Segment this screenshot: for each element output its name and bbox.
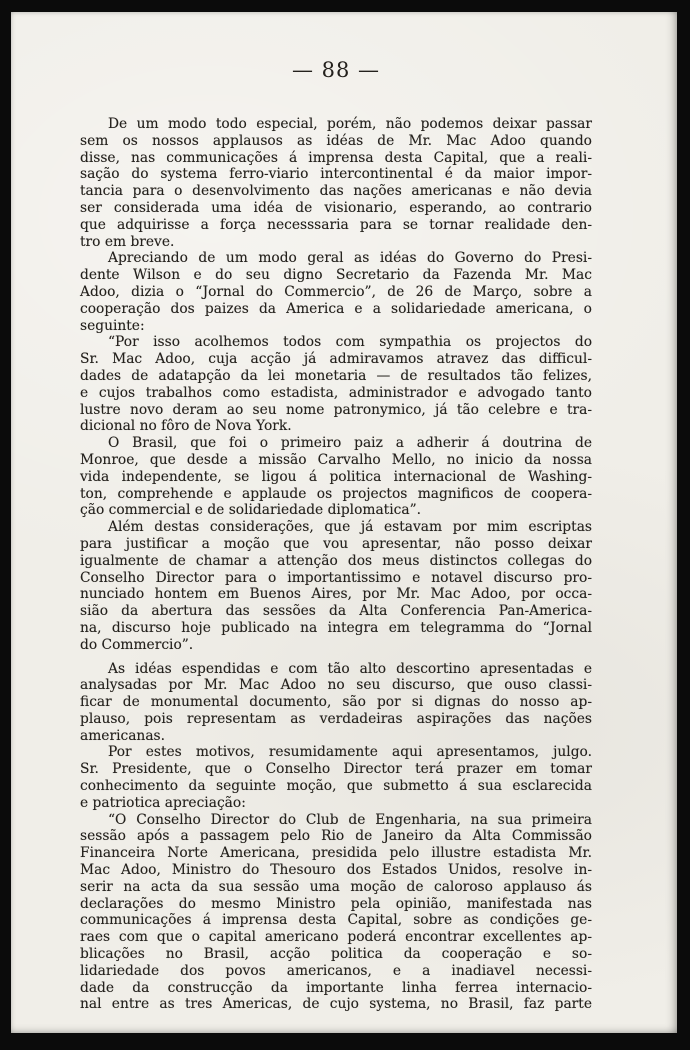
text-line: dicional no fôro de Nova York. [80, 418, 292, 435]
text-line: “O Conselho Director do Club de Engenharia, na sua primeira [108, 811, 592, 828]
text-line: analysadas por Mr. Mac Adoo no seu discurso, que ouso classi- [80, 677, 592, 694]
text-line: nal entre as tres Americas, de cujo systema, no Brasil, faz parte [80, 996, 592, 1013]
text-line: sem os nossos applausos as idéas de Mr. Mac Adoo quando [80, 132, 592, 149]
text-line: ton, comprehende e applaude os projectos magnificos de coopera- [80, 485, 592, 502]
text-line: tancia para o desenvolvimento das nações americanas e não devia [80, 183, 592, 200]
document-page [11, 12, 677, 1033]
text-line: ção commercial e de solidariedade diplomatica”. [80, 502, 422, 519]
text-line: Por estes motivos, resumidamente aqui apresentamos, julgo. [108, 744, 592, 761]
text-line: Sr. Mac Adoo, cuja acção já admiravamos atravez das difficul- [80, 351, 592, 368]
text-line: Adoo, dizia o “Jornal do Commercio”, de 26 de Março, sobre a [80, 283, 592, 300]
text-line: e patriotica apreciação: [80, 794, 246, 811]
text-line: O Brasil, que foi o primeiro paiz a adherir á doutrina de [108, 435, 592, 452]
text-line: do Commercio”. [80, 636, 194, 653]
text-line: nunciado hontem em Buenos Aires, por Mr. Mac Adoo, por occa- [80, 586, 592, 603]
text-line: blicações no Brasil, acção politica da cooperação e so- [80, 946, 592, 963]
text-line: seguinte: [80, 317, 145, 334]
text-line: Apreciando de um modo geral as idéas do Governo do Presi- [108, 250, 592, 267]
page-number: — 88 — [291, 58, 381, 82]
paragraph [80, 250, 592, 334]
text-line: que adquirisse a força necesssaria para se tornar realidade den- [80, 216, 592, 233]
text-line: serir na acta da sua sessão uma moção de caloroso applauso ás [80, 878, 592, 895]
text-line: e cujos trabalhos como estadista, administrador e advogado tanto [80, 384, 592, 401]
text-line: dente Wilson e do seu digno Secretario da Fazenda Mr. Mac [80, 267, 592, 284]
text-line: raes com que o capital americano poderá encontrar excellentes ap- [80, 929, 592, 946]
text-line: lustre novo deram ao seu nome patronymico, já tão celebre e tra- [80, 401, 592, 418]
text-line: dade da construcção da importante linha ferrea internacio- [80, 979, 592, 996]
text-line: communicações á imprensa desta Capital, sobre as condições ge- [80, 912, 592, 929]
text-line: igualmente de chamar a attenção dos meus distinctos collegas do [80, 552, 592, 569]
text-line: lidariedade dos povos americanos, e a inadiavel necessi- [80, 962, 592, 979]
text-line: ser considerada uma idéa de visionario, esperando, ao contrario [80, 199, 592, 216]
text-line: declarações do mesmo Ministro pela opinião, manifestada nas [80, 895, 592, 912]
text-line: vida independente, se ligou á politica internacional de Washing- [80, 468, 592, 485]
text-line: sessão após a passagem pelo Rio de Janeiro da Alta Commissão [80, 828, 592, 845]
paragraph [80, 116, 592, 250]
text-line: sião da abertura das sessões da Alta Conferencia Pan-America- [80, 603, 592, 620]
text-line: na, discurso hoje publicado na integra em telegramma do “Jornal [80, 619, 592, 636]
text-line: americanas. [80, 727, 166, 744]
document-text [80, 116, 592, 1013]
paragraph [80, 519, 592, 653]
text-line: sação do systema ferro-viario intercontinental é da maior impor- [80, 166, 592, 183]
paragraph [80, 661, 592, 745]
paragraph [80, 744, 592, 811]
text-line: plauso, pois representam as verdadeiras aspirações das nações [80, 710, 592, 727]
paragraph [80, 812, 592, 1014]
text-line: ficar de monumental documento, são por si dignas do nosso ap- [80, 694, 592, 711]
text-line: conhecimento da seguinte moção, que submetto á sua esclarecida [80, 778, 592, 795]
text-line: tro em breve. [80, 233, 175, 250]
paragraph [80, 435, 592, 519]
text-line: As idéas espendidas e com tão alto descortino apresentadas e [108, 660, 592, 677]
text-line: dades de adatapção da lei monetaria — de resultados tão felizes, [80, 367, 592, 384]
text-line: Monroe, que desde a missão Carvalho Mello, no inicio da nossa [80, 451, 592, 468]
text-line: Financeira Norte Americana, presidida pelo illustre estadista Mr. [80, 845, 592, 862]
text-line: Além destas considerações, que já estavam por mim escriptas [108, 519, 592, 536]
text-line: “Por isso acolhemos todos com sympathia os projectos do [108, 334, 592, 351]
text-line: disse, nas communicações á imprensa desta Capital, que a reali- [80, 149, 592, 166]
text-line: para justificar a moção que vou apresentar, não posso deixar [80, 535, 592, 552]
text-line: De um modo todo especial, porém, não podemos deixar passar [108, 116, 592, 132]
text-line: Mac Adoo, Ministro do Thesouro dos Estados Unidos, resolve in- [80, 862, 592, 879]
text-line: Conselho Director para o importantissimo e notavel discurso pro- [80, 569, 592, 586]
paragraph [80, 334, 592, 435]
text-line: cooperação dos paizes da America e a solidariedade americana, o [80, 300, 592, 317]
text-line: Sr. Presidente, que o Conselho Director terá prazer em tomar [80, 761, 592, 778]
